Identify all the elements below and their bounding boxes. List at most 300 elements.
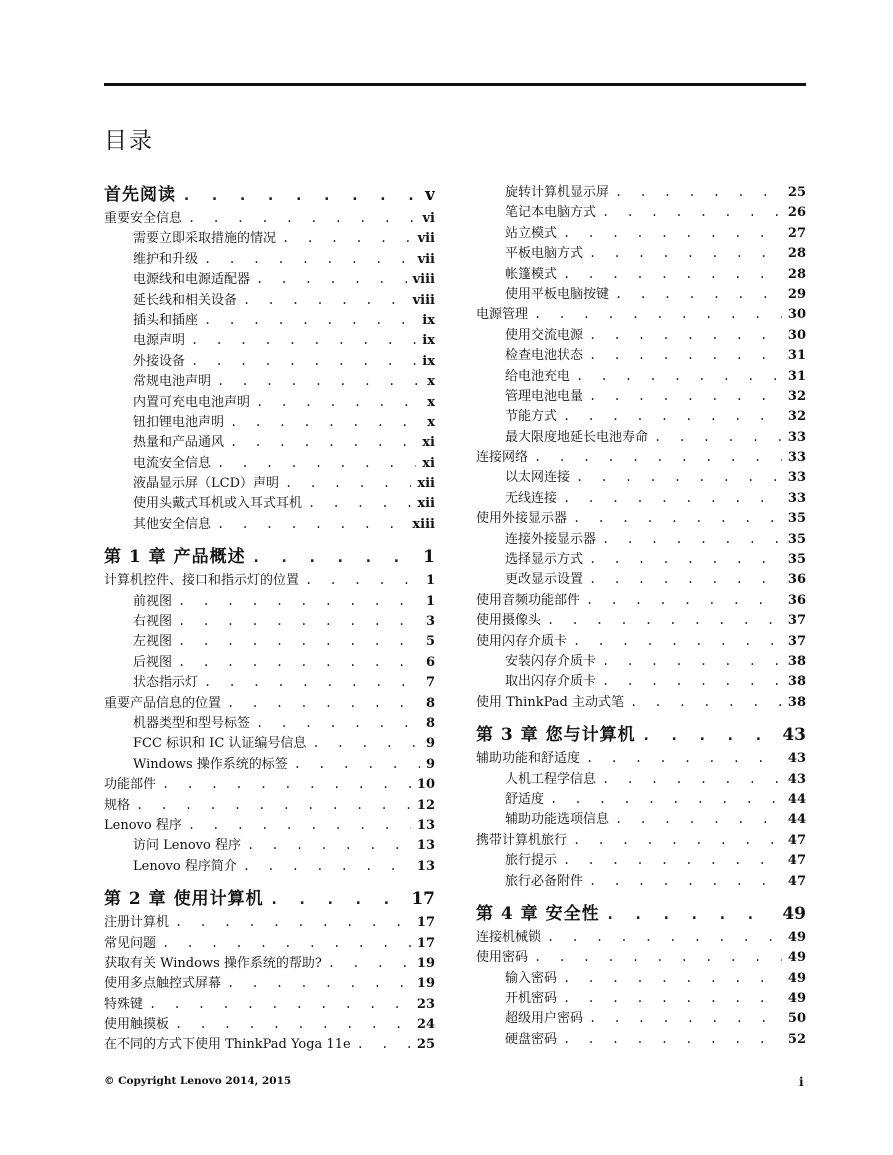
dot-leader — [230, 412, 421, 432]
toc-entry[interactable] — [476, 508, 806, 528]
toc-entry-page: xi — [422, 455, 435, 471]
toc-entry-page: 38 — [787, 674, 806, 690]
dot-leader — [576, 467, 782, 487]
toc-chapter-entry[interactable] — [476, 901, 806, 927]
toc-entry-page: 52 — [787, 1031, 806, 1047]
toc-entry-title: 计算机控件、接口和指示灯的位置 — [104, 573, 300, 589]
toc-entry[interactable] — [104, 290, 435, 310]
toc-entry-page: 35 — [787, 511, 806, 527]
toc-entry[interactable] — [104, 351, 435, 371]
toc-entry-page: 43 — [787, 751, 806, 767]
dot-leader — [602, 651, 782, 671]
dot-leader — [602, 769, 782, 789]
dot-leader — [534, 304, 782, 324]
toc-entry[interactable] — [104, 514, 435, 534]
dot-leader — [563, 850, 782, 870]
toc-entry[interactable] — [476, 671, 806, 691]
toc-entry-page: 32 — [787, 388, 806, 404]
toc-entry-title: 常规电池声明 — [133, 374, 212, 390]
toc-entry-page: 9 — [425, 756, 435, 772]
toc-entry[interactable] — [476, 968, 806, 988]
dot-leader — [573, 508, 782, 528]
toc-entry[interactable] — [104, 631, 435, 651]
toc-entry-title: 旅行必备附件 — [505, 873, 584, 889]
dot-leader — [563, 223, 782, 243]
toc-entry-title: 第 3 章 您与计算机 — [476, 725, 636, 746]
toc-entry-page: 30 — [787, 307, 806, 323]
toc-entry-page: 19 — [416, 976, 435, 992]
page-number: i — [799, 1075, 804, 1089]
toc-entry-title: Windows 操作系统的标签 — [133, 756, 288, 772]
dot-leader — [305, 570, 420, 590]
toc-entry[interactable] — [104, 228, 435, 248]
toc-entry[interactable] — [104, 453, 435, 473]
toc-entry-title: 旋转计算机显示屏 — [505, 185, 610, 200]
dot-leader — [230, 432, 416, 452]
toc-entry-title: 最大限度地延长电池寿命 — [505, 429, 649, 445]
dot-leader — [270, 886, 406, 912]
dot-leader — [589, 243, 782, 263]
toc-entry-page: 12 — [416, 797, 435, 813]
toc-entry-page: 50 — [787, 1011, 806, 1027]
dot-leader — [204, 249, 412, 269]
toc-entry[interactable] — [104, 432, 435, 452]
toc-entry[interactable] — [476, 871, 806, 891]
toc-entry-page: 37 — [787, 613, 806, 629]
toc-entry-title: 规格 — [104, 797, 131, 813]
toc-entry-page: 17 — [411, 889, 435, 910]
toc-entry-title: 给电池充电 — [505, 368, 571, 384]
toc-entry-page: x — [427, 394, 435, 410]
toc-entry[interactable] — [104, 269, 435, 289]
dot-leader — [630, 692, 782, 712]
toc-entry-title: 第 2 章 使用计算机 — [104, 889, 264, 910]
toc-entry-page: 27 — [787, 225, 806, 241]
section-gap — [104, 534, 435, 544]
dot-leader — [602, 529, 782, 549]
dot-leader — [589, 1008, 782, 1028]
dot-leader — [615, 809, 782, 829]
toc-entry-page: 25 — [787, 185, 806, 200]
dot-leader — [191, 330, 416, 350]
toc-entry[interactable] — [104, 1034, 435, 1054]
toc-entry-page: x — [427, 414, 435, 430]
toc-entry[interactable] — [476, 345, 806, 365]
toc-entry-title: 重要安全信息 — [104, 211, 183, 226]
toc-entry[interactable] — [476, 447, 806, 467]
toc-entry-page: 49 — [787, 929, 806, 945]
dot-leader — [357, 1034, 411, 1054]
toc-entry-title: 第 1 章 产品概述 — [104, 547, 246, 568]
toc-entry-title: 使用触摸板 — [104, 1017, 170, 1033]
toc-entry[interactable] — [104, 652, 435, 672]
toc-entry[interactable] — [104, 733, 435, 753]
toc-entry-page: vi — [422, 211, 435, 226]
toc-entry-title: 访问 Lenovo 程序 — [133, 838, 241, 854]
toc-entry[interactable] — [476, 651, 806, 671]
toc-entry-page: 9 — [425, 736, 435, 752]
toc-entry-page: 8 — [425, 715, 435, 731]
toc-entry-title: 人机工程学信息 — [505, 771, 597, 787]
toc-entry[interactable] — [476, 692, 806, 712]
dot-leader — [308, 493, 411, 513]
dot-leader — [550, 789, 782, 809]
toc-entry[interactable] — [104, 973, 435, 993]
dot-leader — [162, 774, 411, 794]
toc-entry[interactable] — [476, 182, 806, 202]
toc-entry[interactable] — [104, 208, 435, 228]
dot-leader — [586, 748, 782, 768]
toc-entry-title: 辅助功能选项信息 — [505, 812, 610, 828]
toc-chapter-entry[interactable] — [104, 182, 435, 208]
toc-entry-title: 帐篷模式 — [505, 266, 558, 282]
toc-entry-page: 35 — [787, 531, 806, 547]
section-gap — [476, 891, 806, 901]
toc-entry[interactable] — [476, 769, 806, 789]
toc-entry-page: 44 — [787, 791, 806, 807]
dot-leader — [642, 722, 777, 748]
dot-leader — [328, 953, 411, 973]
toc-entry-page: xi — [422, 435, 435, 451]
dot-leader — [243, 856, 411, 876]
top-rule — [104, 83, 806, 86]
toc-entry[interactable] — [476, 284, 806, 304]
toc-entry-page: 33 — [787, 450, 806, 466]
toc-entry-page: vii — [417, 231, 435, 247]
toc-entry[interactable] — [476, 631, 806, 651]
toc-entry-page: 1 — [423, 547, 435, 568]
toc-entry-title: 使用多点触控式屏幕 — [104, 976, 222, 992]
dot-leader — [534, 947, 782, 967]
toc-entry-page: xii — [417, 496, 435, 512]
toc-entry[interactable] — [476, 830, 806, 850]
toc-entry[interactable] — [476, 927, 806, 947]
toc-entry[interactable] — [476, 427, 806, 447]
toc-entry-page: 7 — [425, 675, 435, 691]
dot-leader — [294, 754, 420, 774]
toc-entry-title: 取出闪存介质卡 — [505, 674, 597, 690]
toc-entry[interactable] — [476, 386, 806, 406]
toc-entry[interactable] — [104, 795, 435, 815]
toc-entry-title: 连接外接显示器 — [505, 531, 597, 547]
toc-entry-page: xiii — [412, 516, 435, 532]
dot-leader — [175, 1014, 411, 1034]
dot-leader — [589, 871, 782, 891]
toc-entry-title: 电源管理 — [476, 307, 529, 323]
toc-entry-title: 站立模式 — [505, 225, 558, 241]
toc-chapter-entry[interactable] — [104, 544, 435, 570]
dot-leader — [204, 310, 416, 330]
toc-entry-page: x — [427, 374, 435, 390]
toc-entry-title: Lenovo 程序 — [104, 817, 182, 833]
toc-entry-title: 管理电池电量 — [505, 388, 584, 404]
toc-chapter-entry[interactable] — [476, 722, 806, 748]
toc-entry[interactable] — [104, 912, 435, 932]
toc-entry-page: 3 — [425, 614, 435, 630]
toc-entry-title: 辅助功能和舒适度 — [476, 751, 581, 767]
toc-entry-title: 电源线和电源适配器 — [133, 272, 251, 288]
toc-entry[interactable] — [476, 223, 806, 243]
dot-leader — [256, 713, 420, 733]
toc-entry-title: 使用音频功能部件 — [476, 592, 581, 608]
dot-leader — [282, 228, 412, 248]
toc-entry[interactable] — [476, 569, 806, 589]
toc-entry[interactable] — [104, 815, 435, 835]
toc-entry-title: 电源声明 — [133, 333, 186, 349]
toc-entry-title: 更改显示设置 — [505, 572, 584, 588]
toc-entry-page: 8 — [425, 695, 435, 711]
toc-entry-page: 17 — [416, 935, 435, 951]
dot-leader — [178, 611, 420, 631]
toc-entry-page: viii — [412, 292, 435, 308]
toc-right-column — [476, 182, 806, 1049]
toc-entry-title: 获取有关 Windows 操作系统的帮助? — [104, 955, 322, 971]
dot-leader — [191, 351, 416, 371]
toc-entry-title: 状态指示灯 — [133, 675, 199, 691]
toc-entry[interactable] — [476, 549, 806, 569]
toc-entry-page: 28 — [787, 266, 806, 282]
dot-leader — [136, 795, 411, 815]
dot-leader — [586, 590, 782, 610]
toc-entry-title: 液晶显示屏（LCD）声明 — [133, 476, 280, 492]
toc-entry[interactable] — [104, 835, 435, 855]
toc-entry-title: 超级用户密码 — [505, 1011, 584, 1027]
dot-leader — [563, 1029, 782, 1049]
dot-leader — [178, 631, 420, 651]
toc-entry[interactable] — [104, 570, 435, 590]
dot-leader — [188, 815, 411, 835]
toc-entry-page: 35 — [787, 552, 806, 568]
toc-entry-page: 37 — [787, 633, 806, 649]
toc-entry[interactable] — [476, 202, 806, 222]
dot-leader — [606, 901, 777, 927]
toc-entry-page: 33 — [787, 490, 806, 506]
dot-leader — [589, 386, 782, 406]
toc-entry[interactable] — [104, 754, 435, 774]
toc-entry-page: 31 — [787, 348, 806, 364]
toc-entry-title: 使用头戴式耳机或入耳式耳机 — [133, 496, 303, 512]
toc-entry-page: 49 — [787, 950, 806, 966]
dot-leader — [615, 284, 782, 304]
toc-entry[interactable] — [476, 529, 806, 549]
toc-entry[interactable] — [476, 809, 806, 829]
toc-entry[interactable] — [104, 412, 435, 432]
toc-entry[interactable] — [476, 947, 806, 967]
toc-entry-title: 使用摄像头 — [476, 613, 542, 629]
toc-entry-title: 右视图 — [133, 614, 173, 630]
toc-entry-page: 43 — [787, 771, 806, 787]
toc-entry-title: 旅行提示 — [505, 853, 558, 869]
toc-entry[interactable] — [104, 713, 435, 733]
toc-entry-page: vii — [417, 251, 435, 267]
dot-leader — [227, 973, 411, 993]
toc-entry[interactable] — [476, 610, 806, 630]
toc-entry[interactable] — [104, 953, 435, 973]
dot-leader — [563, 406, 782, 426]
dot-leader — [175, 912, 411, 932]
dot-leader — [252, 544, 418, 570]
toc-entry[interactable] — [476, 488, 806, 508]
toc-entry[interactable] — [476, 988, 806, 1008]
toc-entry-page: ix — [422, 333, 435, 349]
dot-leader — [204, 672, 420, 692]
section-gap — [104, 876, 435, 886]
toc-entry-title: 连接网络 — [476, 450, 529, 466]
dot-leader — [247, 835, 411, 855]
toc-entry[interactable] — [104, 672, 435, 692]
toc-entry-title: 重要产品信息的位置 — [104, 695, 222, 711]
toc-entry-page: 29 — [787, 286, 806, 302]
toc-entry-title: 在不同的方式下使用 ThinkPad Yoga 11e — [104, 1037, 351, 1053]
dot-leader — [589, 345, 782, 365]
toc-entry-title: 第 4 章 安全性 — [476, 903, 600, 924]
dot-leader — [563, 488, 782, 508]
toc-entry-page: 10 — [416, 777, 435, 793]
toc-entry[interactable] — [476, 243, 806, 263]
toc-entry-title: 维护和升级 — [133, 251, 199, 267]
toc-entry-page: 47 — [787, 832, 806, 848]
toc-entry[interactable] — [104, 493, 435, 513]
toc-entry-page: ix — [422, 312, 435, 328]
toc-entry-title: 首先阅读 — [104, 185, 176, 205]
toc-entry-title: 特殊键 — [104, 996, 144, 1012]
toc-entry-page: 24 — [416, 1017, 435, 1033]
toc-entry-page: 49 — [787, 970, 806, 986]
dot-leader — [149, 994, 411, 1014]
toc-entry-page: 26 — [787, 205, 806, 221]
toc-entry[interactable] — [476, 264, 806, 284]
dot-leader — [573, 631, 782, 651]
toc-entry[interactable] — [476, 590, 806, 610]
dot-leader — [256, 269, 407, 289]
dot-leader — [217, 371, 421, 391]
toc-entry-title: 携带计算机旅行 — [476, 832, 568, 848]
toc-entry-page: 38 — [787, 653, 806, 669]
toc-entry-title: 需要立即采取措施的情况 — [133, 231, 277, 247]
toc-entry-title: 无线连接 — [505, 490, 558, 506]
toc-entry[interactable] — [476, 467, 806, 487]
dot-leader — [188, 208, 416, 228]
dot-leader — [589, 325, 782, 345]
toc-entry[interactable] — [104, 856, 435, 876]
section-gap — [476, 712, 806, 722]
toc-entry-title: 常见问题 — [104, 935, 157, 951]
toc-entry[interactable] — [104, 774, 435, 794]
dot-leader — [182, 182, 419, 208]
toc-entry-title: Lenovo 程序简介 — [133, 858, 237, 874]
toc-entry[interactable] — [476, 789, 806, 809]
toc-entry[interactable] — [476, 304, 806, 324]
toc-entry-page: 43 — [782, 725, 806, 746]
toc-entry-title: 使用密码 — [476, 950, 529, 966]
toc-entry[interactable] — [104, 611, 435, 631]
toc-entry[interactable] — [104, 310, 435, 330]
toc-entry-page: 5 — [425, 634, 435, 650]
toc-entry-title: 外接设备 — [133, 353, 186, 369]
toc-entry[interactable] — [104, 392, 435, 412]
toc-entry-page: 17 — [416, 915, 435, 931]
toc-entry-title: 其他安全信息 — [133, 516, 212, 532]
dot-leader — [217, 514, 406, 534]
toc-entry-page: 31 — [787, 368, 806, 384]
toc-entry-page: 6 — [425, 654, 435, 670]
toc-entry-title: 内置可充电电池声明 — [133, 394, 251, 410]
toc-entry-page: 13 — [416, 838, 435, 854]
dot-leader — [563, 968, 782, 988]
toc-entry-title: 注册计算机 — [104, 915, 170, 931]
toc-entry[interactable] — [104, 371, 435, 391]
page-title: 目录 — [104, 128, 154, 154]
toc-entry[interactable] — [104, 693, 435, 713]
toc-entry-title: 输入密码 — [505, 970, 558, 986]
toc-entry-page: 28 — [787, 246, 806, 262]
toc-entry[interactable] — [104, 994, 435, 1014]
toc-entry-page: ix — [422, 353, 435, 369]
toc-entry-title: 选择显示方式 — [505, 552, 584, 568]
toc-entry-title: 电流安全信息 — [133, 455, 212, 471]
toc-entry[interactable] — [104, 1014, 435, 1034]
toc-entry-title: 硬盘密码 — [505, 1031, 558, 1047]
toc-entry[interactable] — [476, 1008, 806, 1028]
toc-entry-title: 热量和产品通风 — [133, 435, 225, 451]
toc-entry-title: 平板电脑方式 — [505, 246, 584, 262]
toc-left-column — [104, 182, 435, 1055]
toc-entry-title: 舒适度 — [505, 791, 545, 807]
toc-entry[interactable] — [104, 933, 435, 953]
toc-entry-page: 23 — [416, 996, 435, 1012]
toc-entry-title: 机器类型和型号标签 — [133, 715, 251, 731]
toc-entry-page: 19 — [416, 955, 435, 971]
toc-entry-page: 36 — [787, 592, 806, 608]
dot-leader — [547, 610, 782, 630]
toc-entry-title: 功能部件 — [104, 777, 157, 793]
toc-entry-page: 49 — [782, 903, 806, 924]
toc-entry[interactable] — [476, 748, 806, 768]
toc-entry-page: 33 — [787, 429, 806, 445]
toc-entry[interactable] — [476, 325, 806, 345]
toc-entry-page: viii — [412, 272, 435, 288]
toc-entry[interactable] — [104, 591, 435, 611]
dot-leader — [162, 933, 411, 953]
toc-entry-page: 49 — [787, 991, 806, 1007]
dot-leader — [589, 569, 782, 589]
toc-entry[interactable] — [476, 406, 806, 426]
dot-leader — [563, 264, 782, 284]
toc-entry-title: 使用平板电脑按键 — [505, 286, 610, 302]
toc-entry-title: 前视图 — [133, 593, 173, 609]
toc-entry-title: 钮扣锂电池声明 — [133, 414, 225, 430]
toc-entry[interactable] — [476, 1029, 806, 1049]
toc-entry-page: 30 — [787, 327, 806, 343]
dot-leader — [312, 733, 420, 753]
toc-entry-title: 使用交流电源 — [505, 327, 584, 343]
dot-leader — [178, 591, 420, 611]
dot-leader — [285, 473, 411, 493]
toc-entry[interactable] — [104, 249, 435, 269]
toc-entry[interactable] — [104, 330, 435, 350]
toc-entry-page: 33 — [787, 470, 806, 486]
toc-entry-title: 笔记本电脑方式 — [505, 205, 597, 221]
toc-entry[interactable] — [476, 366, 806, 386]
toc-entry-page: 32 — [787, 409, 806, 425]
toc-entry-title: 使用闪存介质卡 — [476, 633, 568, 649]
dot-leader — [256, 392, 421, 412]
toc-chapter-entry[interactable] — [104, 886, 435, 912]
toc-entry[interactable] — [104, 473, 435, 493]
toc-entry-page: 13 — [416, 817, 435, 833]
toc-entry[interactable] — [476, 850, 806, 870]
dot-leader — [243, 290, 407, 310]
